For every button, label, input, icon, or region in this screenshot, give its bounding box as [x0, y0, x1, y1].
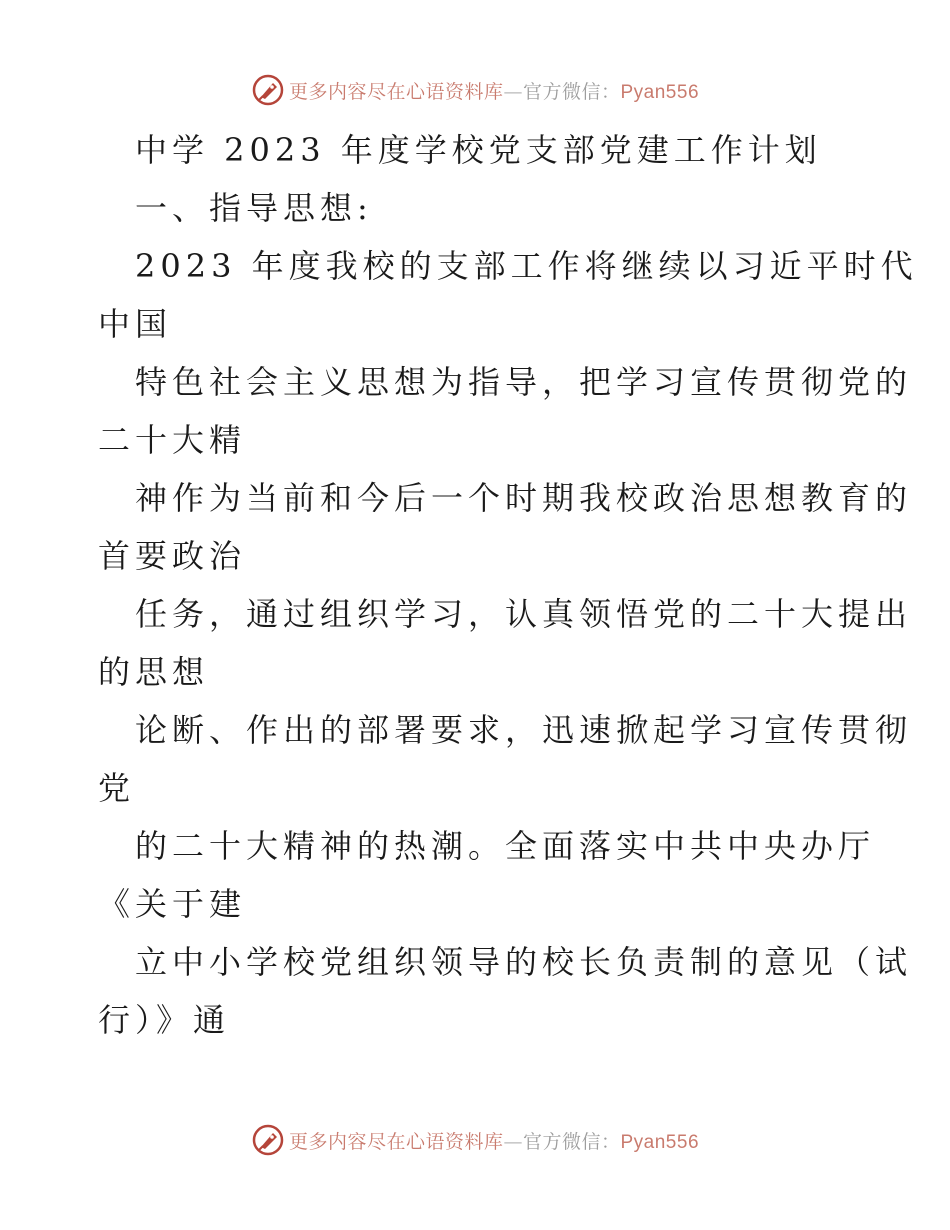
watermark-text: [289, 1127, 699, 1154]
paragraph-line: 的二十大精神的热潮。全面落实中共中央办厅: [135, 827, 876, 865]
pen-nib-logo-icon: [251, 1123, 285, 1157]
paragraph-line: 行）》通: [98, 1001, 231, 1039]
paragraph-line: 特色社会主义思想为指导，把学习宣传贯彻党的: [135, 363, 913, 401]
watermark-wechat-id: Pyan556: [620, 1131, 700, 1153]
watermark-text: [289, 77, 699, 104]
watermark-sep: —: [503, 80, 523, 103]
paragraph-line: 立中小学校党组织领导的校长负责制的意见（试: [135, 943, 913, 981]
watermark-wechat-label: 官方微信：: [522, 80, 621, 103]
pen-nib-logo-icon: [251, 73, 285, 107]
paragraph-line: 中国: [98, 305, 173, 343]
paragraph-line: 2023 年度我校的支部工作将继续以习近平时代: [135, 247, 918, 285]
paragraph-line: 任务，通过组织学习，认真领悟党的二十大提出: [135, 595, 913, 633]
section-heading: 一、指导思想:: [135, 189, 373, 227]
paragraph-line: 神作为当前和今后一个时期我校政治思想教育的: [135, 479, 913, 517]
header-watermark: [0, 70, 950, 110]
paragraph-line: 论断、作出的部署要求，迅速掀起学习宣传贯彻: [135, 711, 913, 749]
footer-watermark: [0, 1120, 950, 1160]
watermark-main: 更多内容尽在心语资料库: [288, 80, 504, 103]
watermark-sep: —: [503, 1130, 523, 1153]
watermark-wechat-label: 官方微信：: [522, 1130, 621, 1153]
paragraph-line: 二十大精: [98, 421, 247, 459]
paragraph-line: 首要政治: [98, 537, 247, 575]
paragraph-line: 党: [98, 769, 136, 807]
paragraph-line: 的思想: [98, 653, 210, 691]
paragraph-line: 《关于建: [98, 885, 247, 923]
watermark-main: 更多内容尽在心语资料库: [288, 1130, 504, 1153]
watermark-wechat-id: Pyan556: [620, 81, 700, 103]
document-title: 中学 2023 年度学校党支部党建工作计划: [135, 131, 822, 169]
